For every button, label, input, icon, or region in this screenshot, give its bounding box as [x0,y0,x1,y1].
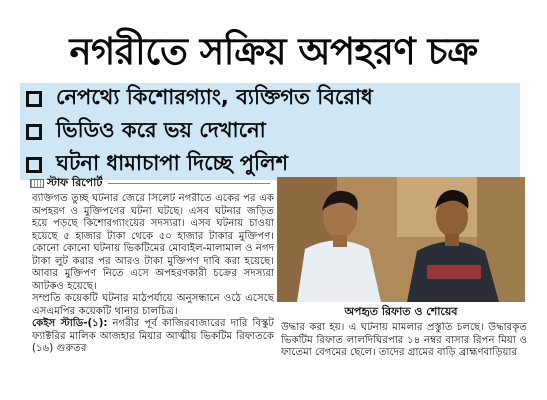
article-paragraph: ব্যক্তিগত তুচ্ছ ঘটনার জেরে সিলেট নগরীতে একের পর এক অপহরণ ও মুক্তিপণের ঘটনা ঘটছে। এসব ঘটনার জড়িত হয়ে পড়ছে কিশোরগ্যাংয়ের সদস্যরা। এসব ঘটনায় চাওয়া হয়েছে ৫ হাজার টাকা থেকে ৫০ হাজার টাকার মুক্তিপণ। কোনো কোনো ঘটনায় ভিকটিমের মোবাইল-মালামাল ও নগদ টাকা লুট করার পর আরও টাকা মুক্তিপণ দাবি করা হয়েছে। আবার মুক্তিপণ নিতে এসে অপহরণকারী চক্রের সদস্যরা আটকও হয়েছে। [32,193,274,292]
article-paragraph: উদ্ধার করা হয়। এ ঘটনায় মামলার প্রস্তুতি চলছে। উদ্ধারকৃত ভিকটিম রিফাত লালদিঘিরপার ১৪ নম্বর বাসার রিপন মিয়া ও ফাতেমা বেগমের ছেলে। তাদের গ্রামের বাড়ি ব্রাহ্মণবাড়িয়ার [281,322,527,358]
highlight-text: নেপথ্যে কিশোরগ্যাং, ব্যক্তিগত বিরোধ [56,85,373,109]
case-study-text: নগরীর পূর্ব কাজিরবাজারের দারি বিস্কুট ফ্যাক্টরির মালিক আজহার মিয়ার আত্মীয় ভিকটিম রিফাতকে (১৬) গুরুতর [32,318,274,354]
highlight-text: ঘটনা ধামাচাপা দিচ্ছে পুলিশ [56,151,289,175]
byline-text: স্টাফ রিপোর্ট [47,176,103,189]
case-study-label: কেইস স্টাডি-(১): [32,318,108,329]
highlight-text: ভিডিও করে ভয় দেখানো [56,118,266,142]
square-bullet-icon [26,91,42,107]
byline-marker-icon [30,179,44,188]
article-column-right [281,322,527,400]
photo-caption: অপহৃত রিফাত ও শোয়েব [344,305,458,318]
byline-rule [108,183,270,184]
article-column-left [32,193,274,400]
article-paragraph: সম্প্রতি কয়েকটি ঘটনার মাঠপর্যায়ে অনুসন্ধানে ওঠে এসেছে এসএমপির কয়েকটি থানার চালচিত্র। [32,293,274,317]
victims-photo [277,177,525,302]
highlights-box [20,83,520,180]
highlight-item [20,83,520,114]
headline: নগরীতে সক্রিয় অপহরণ চক্র [69,30,478,73]
case-study-paragraph [32,318,274,356]
square-bullet-icon [26,124,42,140]
square-bullet-icon [26,157,42,173]
highlight-item [20,116,520,147]
byline [30,176,270,191]
